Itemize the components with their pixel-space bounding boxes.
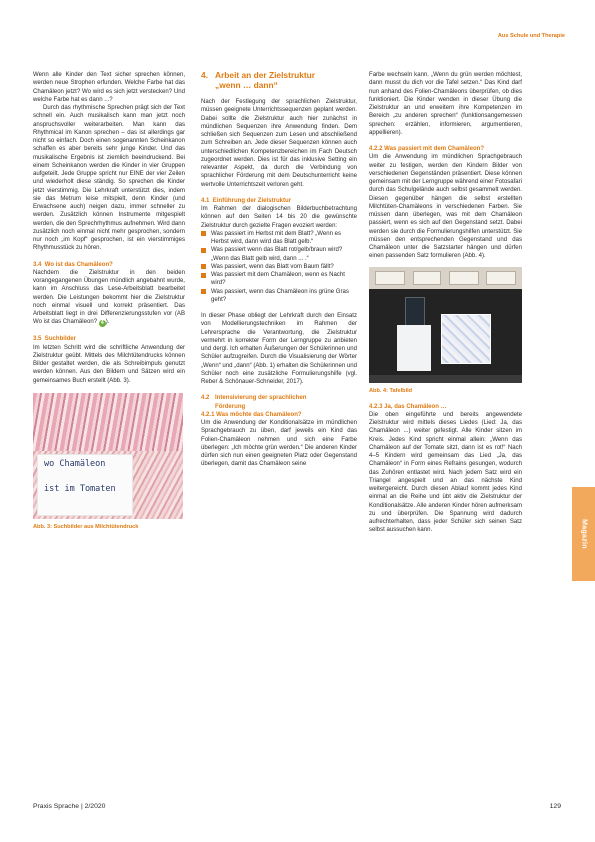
- list-item: Was passiert mit dem Chamäleon, wenn es Nacht wird?: [201, 271, 357, 288]
- handwriting-line: wo Chamäleon: [44, 458, 106, 469]
- page-number: 129: [549, 803, 561, 810]
- footer-journal: Praxis Sprache | 2/2020: [33, 803, 106, 810]
- subheading-4-2-3: 4.2.3 Ja, das Chamäleon …: [369, 403, 447, 410]
- side-tab-label: Magazin: [580, 519, 587, 549]
- paragraph: Die oben eingeführte und bereits angewendete Zielstruktur wird mittels dieses Liedes (Lied: Ja, das Chamäleon ...) weiter gefestigt. Alle Kinder sitzen im Kreis. Jedes Kind spricht einmal allein: „Wenn das Chamäleon auf der Tomate sitzt, dann ist es rot!“ Nach 4–5 Kindern wird gemeinsam das Lied „Ja, das Chamäleon“ in Form eines Refrains gesungen, wodurch das Zuhören entlastet wird. Nach jedem Satz wird ein Triangel angespielt und an das nächste Kind weitergereicht. Durch diesen Ablauf kommt jedes Kind einmal an die Reihe und übt aktiv die Zielstruktur der Konditionalsätze. Alle anderen Kinder hören aufmerksam zu und überprüfen. Die Spannung wird dadurch aufrechterhalten, dass jeder Schüler sich seinen Satz selbst aussuchen kann.: [369, 411, 522, 534]
- subheading-4-1: 4.1 Einführung der Zielstruktur: [201, 197, 292, 204]
- list-item: Was passiert, wenn das Chamäleon ins grüne Gras geht?: [201, 288, 357, 305]
- column-1: [33, 71, 185, 531]
- figure-caption: Abb. 3: Suchbilder aus Milchtütendruck: [33, 523, 139, 530]
- paragraph: Wenn alle Kinder den Text sicher sprechen können, werden neue Strophen erfunden. Welche Farbe hat das Chamäleon jetzt? Wo wird es sich jetzt verstecken? Und welche Farbe hat es dann ...?: [33, 72, 185, 103]
- paragraph: Durch das rhythmische Sprechen prägt sich der Text schnell ein. Auch musikalisch kann man jetzt noch anspruchsvoller weiterarbeiten. Man kann das Rhythmical im Kanon sprechen – das ist allerdings gar nicht so einfach. Doch einen sogenannten Scheinkanon schaffen es aber bereits sehr junge Kinder. Und das musikalische Ergebnis ist ziemlich beeindruckend. Bei einem Scheinkanon werden die Kinder in vier Gruppen aufgeteilt. Jede Gruppe spricht nur EINE der vier Zeilen und wiederholt diese ständig. So sprechen die Kinder jetzt vierstimmig. Die Lehrkraft unterstützt dies, indem sie das Metrum leise mitspielt, denn Kinder (und Erwachsene auch) neigen dazu, immer schneller zu werden. Zusätzlich können Instrumente mitgespielt werden, die den Sprechrhythmus aufnehmen. Wird dann zusätzlich noch einmal nicht mehr gesprochen, sondern nur noch „im Kopf“ gesprochen, ist ein vierstimmiges Rhythmusstück zu hören.: [33, 105, 185, 252]
- paragraph: Farbe wechseln kann. „Wenn du grün werden möchtest, dann musst du dich vor die Tafel setzen.“ Das Kind darf nun anhand des Folien-Chamäleons überprüfen, ob dies funktioniert. Die Kinder wenden in dieser Übung die Zielstruktur an und erweitern ihre Kompetenzen im Bereich „zu anderen sprechen“ (funktionsangemessen sprechen: erzählen, informieren, argumentieren, appellieren).: [369, 72, 522, 136]
- section-side-tab[interactable]: [572, 487, 595, 581]
- handwriting-line: ist im Tomaten: [44, 483, 116, 494]
- handwriting-strip: [37, 454, 133, 516]
- list-item: Was passiert, wenn das Blatt vom Baum fällt?: [201, 263, 357, 271]
- question-list: [201, 230, 357, 304]
- subheading-4-2-1: 4.2.1 Was möchte das Chamäleon?: [201, 411, 302, 418]
- number-badge-icon: 4: [99, 320, 106, 327]
- figure-4-photo: [369, 267, 522, 383]
- column-3: [369, 71, 522, 535]
- paragraph: Im Rahmen der dialogischen Bilderbuchbetrachtung können auf den Seiten 14 bis 20 die gewünschte Zielstruktur durch gezielte Fragen evoziert werden:: [201, 206, 357, 229]
- paragraph: Im letzten Schritt wird die schriftliche Anwendung der Zielstruktur geübt. Mittels des Milchtütendrucks können Bilder gestaltet werden, die als Schreibimpuls genutzt werden können. Aus den Bildern und Sätzen wird ein gemeinsames Buch erstellt (Abb. 3).: [33, 344, 185, 384]
- column-2: [201, 71, 357, 469]
- subheading-3-4: 3.4 Wo ist das Chamäleon?: [33, 261, 113, 268]
- paragraph: In dieser Phase obliegt der Lehrkraft durch den Einsatz von Modellierungstechniken im Rahmen der Lehrersprache die Verantwortung, die Zielstruktur vermehrt in korrekter Form der Lerngruppe zu anbieten und dergl. Ich erhalten Äußerungen der Schülerinnen und Schüler aufzugreifen. Durch die Visualisierung der Wörter „Wenn“ und „dann“ (Abb. 1) erhalten die Schülerinnen und Schüler noch eine zusätzliche Formulierungshilfe (vgl. Reber & Schönauer-Schneider, 2017).: [201, 313, 357, 386]
- subheading-3-5: 3.5 Suchbilder: [33, 336, 77, 343]
- paragraph: Um die Anwendung im mündlichen Sprachgebrauch weiter zu festigen, werden den Kindern Bilder von verschiedenen Gegenständen präsentiert. Diese können gemeinsam mit der Lerngruppe während einer Fotosafari durch das Schulgelände auch selbst gesammelt werden. Diesen gegenüber hängen die selbst erstellten Milchtüten-Chamäleons in verschiedenen Farben. Sie müssen dann überlegen, was mit dem Chamäleon passiert, wenn es sich auf den Gegenstand setzt. Dabei werden sie durch die Formulierungshilfen unterstützt. Sie müssen den entsprechenden Gegenstand und das Chamäleon unter die Satzstarter hängen und dürfen einen passenden Satz formulieren (Abb. 4).: [369, 154, 522, 260]
- section-heading-4: 4. Arbeit an der Zielstruktur „wenn … dann“: [201, 70, 316, 90]
- figure-3-photo: [33, 393, 183, 519]
- figure-caption: Abb. 4: Tafelbild: [369, 387, 413, 394]
- paragraph: Nachdem die Zielstruktur in den beiden vorangegangenen Übungen mündlich angebahnt wurde, kann im Anschluss das Lese-Arbeitsblatt bearbeitet werden. Die Leistungen bekommt hier die Zielstruktur noch einmal visuell und korrekt präsentiert. Das Arbeitsblatt liegt in drei Differenzierungsstufen vor (AB Wo ist das Chamäleon? 4 ).: [33, 269, 185, 327]
- subheading-4-2: 4.2 Intensivierung der sprachlichen Förderung: [201, 395, 307, 410]
- list-item: Was passiert wenn das Blatt rot/gelb/braun wird? „Wenn das Blatt gelb wird, dann ... .“: [201, 246, 357, 263]
- running-head: Aus Schule und Therapie: [497, 33, 565, 39]
- paragraph: Nach der Festlegung der sprachlichen Zielstruktur, müssen geeignete Unterrichtssequenzen geplant werden. Dabei sollte die Zielstruktur auch hier zunächst in mündlichen Sequenzen ihre Anwendung finden. Dem schließen sich Sequenzen zum Lesen und abschließend zum Schreiben an. Jede dieser Sequenzen können auch unterschiedlichen Kompetenzbereichen im Fach Deutsch zugeordnet werden. Dies ist für das inklusive Setting ein relevanter Aspekt, da durch die Verbindung von sprachlicher Förderung mit dem Deutschunterricht keine wertvolle Unterrichtszeit verloren geht.: [201, 99, 357, 188]
- subheading-4-2-2: 4.2.2 Was passiert mit dem Chamäleon?: [369, 146, 485, 152]
- paragraph: Um die Anwendung der Konditionalsätze im mündlichen Sprachgebrauch zu üben, darf jeweils ein Kind das Folien-Chamäleon nehmen und sich eine Farbe überlegen: „Ich möchte grün werden.“ Die anderen Kinder dürfen sich nun einen geeigneten Platz oder Gegenstand überlegen, damit das Chamäleon seine: [201, 420, 357, 468]
- list-item: Was passiert im Herbst mit dem Blatt? „Wenn es Herbst wird, dann wird das Blatt gelb.“: [201, 230, 357, 247]
